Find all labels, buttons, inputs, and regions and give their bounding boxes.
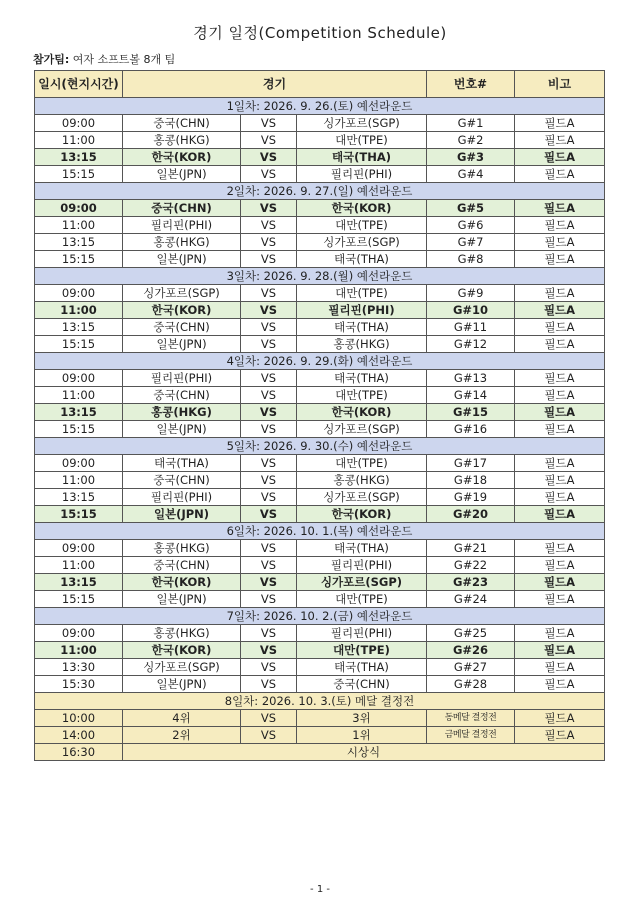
match-row (35, 115, 605, 132)
vs-label: VS (241, 166, 297, 183)
game-number: G#3 (427, 149, 515, 166)
page-title: 경기 일정(Competition Schedule) (193, 24, 447, 42)
match-note: 필드A (515, 727, 605, 744)
match-time: 11:00 (35, 472, 123, 489)
game-number: G#22 (427, 557, 515, 574)
match-note: 필드A (515, 149, 605, 166)
match-row (35, 319, 605, 336)
match-time: 15:15 (35, 421, 123, 438)
home-team: 중국(CHN) (123, 387, 241, 404)
vs-label: VS (241, 319, 297, 336)
away-team: 필리핀(PHI) (297, 557, 427, 574)
participants-label: 참가팀: (33, 53, 70, 66)
ceremony-row (35, 744, 605, 761)
match-note: 필드A (515, 506, 605, 523)
home-team: 중국(CHN) (123, 319, 241, 336)
match-time: 09:00 (35, 455, 123, 472)
home-team: 일본(JPN) (123, 166, 241, 183)
game-number: G#13 (427, 370, 515, 387)
vs-label: VS (241, 217, 297, 234)
home-team: 홍콩(HKG) (123, 540, 241, 557)
away-team: 1위 (297, 727, 427, 744)
away-team: 홍콩(HKG) (297, 336, 427, 353)
match-note: 필드A (515, 676, 605, 693)
away-team: 태국(THA) (297, 149, 427, 166)
schedule-table (34, 70, 605, 761)
match-time: 15:15 (35, 166, 123, 183)
home-team: 중국(CHN) (123, 115, 241, 132)
match-time: 14:00 (35, 727, 123, 744)
game-number: G#16 (427, 421, 515, 438)
away-team: 3위 (297, 710, 427, 727)
away-team: 중국(CHN) (297, 676, 427, 693)
match-time: 13:15 (35, 574, 123, 591)
home-team: 싱가포르(SGP) (123, 659, 241, 676)
game-number: G#18 (427, 472, 515, 489)
game-number: G#9 (427, 285, 515, 302)
home-team: 일본(JPN) (123, 421, 241, 438)
vs-label: VS (241, 115, 297, 132)
match-row (35, 421, 605, 438)
match-row (35, 642, 605, 659)
match-time: 09:00 (35, 285, 123, 302)
vs-label: VS (241, 251, 297, 268)
vs-label: VS (241, 285, 297, 302)
vs-label: VS (241, 574, 297, 591)
away-team: 싱가포르(SGP) (297, 421, 427, 438)
match-row (35, 285, 605, 302)
vs-label: VS (241, 557, 297, 574)
header-match: 경기 (123, 71, 427, 98)
home-team: 한국(KOR) (123, 574, 241, 591)
match-note: 필드A (515, 370, 605, 387)
away-team: 태국(THA) (297, 319, 427, 336)
game-number: G#12 (427, 336, 515, 353)
match-note: 필드A (515, 625, 605, 642)
vs-label: VS (241, 659, 297, 676)
vs-label: VS (241, 676, 297, 693)
header-game-number: 번호# (427, 71, 515, 98)
match-row (35, 727, 605, 744)
vs-label: VS (241, 200, 297, 217)
game-number: G#14 (427, 387, 515, 404)
vs-label: VS (241, 149, 297, 166)
match-time: 09:00 (35, 115, 123, 132)
game-number: G#1 (427, 115, 515, 132)
day-label: 7일차: 2026. 10. 2.(금) 예선라운드 (35, 608, 605, 625)
home-team: 홍콩(HKG) (123, 132, 241, 149)
match-time: 13:30 (35, 659, 123, 676)
home-team: 중국(CHN) (123, 472, 241, 489)
vs-label: VS (241, 132, 297, 149)
away-team: 홍콩(HKG) (297, 472, 427, 489)
home-team: 홍콩(HKG) (123, 625, 241, 642)
game-number: G#8 (427, 251, 515, 268)
match-row (35, 302, 605, 319)
game-number: G#5 (427, 200, 515, 217)
home-team: 태국(THA) (123, 455, 241, 472)
home-team: 4위 (123, 710, 241, 727)
match-row (35, 234, 605, 251)
game-number: G#19 (427, 489, 515, 506)
match-time: 09:00 (35, 370, 123, 387)
match-time: 11:00 (35, 557, 123, 574)
day-header-row (35, 523, 605, 540)
day-header-row (35, 353, 605, 370)
match-row (35, 404, 605, 421)
match-note: 필드A (515, 557, 605, 574)
match-note: 필드A (515, 336, 605, 353)
match-row (35, 710, 605, 727)
match-note: 필드A (515, 285, 605, 302)
home-team: 홍콩(HKG) (123, 404, 241, 421)
day-label: 5일차: 2026. 9. 30.(수) 예선라운드 (35, 438, 605, 455)
match-row (35, 217, 605, 234)
match-time: 13:15 (35, 319, 123, 336)
game-number: G#2 (427, 132, 515, 149)
match-note: 필드A (515, 217, 605, 234)
game-number: G#17 (427, 455, 515, 472)
header-row (35, 71, 605, 98)
away-team: 싱가포르(SGP) (297, 574, 427, 591)
match-time: 11:00 (35, 217, 123, 234)
vs-label: VS (241, 625, 297, 642)
match-time: 15:15 (35, 251, 123, 268)
away-team: 한국(KOR) (297, 404, 427, 421)
away-team: 한국(KOR) (297, 200, 427, 217)
away-team: 한국(KOR) (297, 506, 427, 523)
home-team: 필리핀(PHI) (123, 217, 241, 234)
away-team: 싱가포르(SGP) (297, 234, 427, 251)
match-time: 13:15 (35, 404, 123, 421)
vs-label: VS (241, 421, 297, 438)
game-number: G#6 (427, 217, 515, 234)
vs-label: VS (241, 489, 297, 506)
home-team: 일본(JPN) (123, 676, 241, 693)
match-row (35, 574, 605, 591)
match-row (35, 200, 605, 217)
match-note: 필드A (515, 489, 605, 506)
away-team: 태국(THA) (297, 540, 427, 557)
match-note: 필드A (515, 472, 605, 489)
vs-label: VS (241, 472, 297, 489)
away-team: 대만(TPE) (297, 387, 427, 404)
match-note: 필드A (515, 234, 605, 251)
away-team: 태국(THA) (297, 370, 427, 387)
home-team: 싱가포르(SGP) (123, 285, 241, 302)
match-time: 15:15 (35, 591, 123, 608)
home-team: 한국(KOR) (123, 149, 241, 166)
vs-label: VS (241, 387, 297, 404)
match-time: 11:00 (35, 302, 123, 319)
game-number: G#25 (427, 625, 515, 642)
day-header-row (35, 268, 605, 285)
game-number: 금메달 결정전 (427, 727, 515, 744)
match-note: 필드A (515, 642, 605, 659)
match-time: 10:00 (35, 710, 123, 727)
away-team: 필리핀(PHI) (297, 166, 427, 183)
away-team: 대만(TPE) (297, 132, 427, 149)
match-time: 11:00 (35, 387, 123, 404)
away-team: 태국(THA) (297, 251, 427, 268)
match-row (35, 557, 605, 574)
match-time: 15:30 (35, 676, 123, 693)
game-number: G#23 (427, 574, 515, 591)
vs-label: VS (241, 642, 297, 659)
match-note: 필드A (515, 132, 605, 149)
vs-label: VS (241, 455, 297, 472)
vs-label: VS (241, 234, 297, 251)
match-note: 필드A (515, 387, 605, 404)
home-team: 필리핀(PHI) (123, 489, 241, 506)
match-note: 필드A (515, 302, 605, 319)
home-team: 한국(KOR) (123, 302, 241, 319)
vs-label: VS (241, 302, 297, 319)
match-row (35, 166, 605, 183)
match-note: 필드A (515, 540, 605, 557)
home-team: 중국(CHN) (123, 557, 241, 574)
schedule-body (35, 98, 605, 761)
home-team: 일본(JPN) (123, 251, 241, 268)
away-team: 필리핀(PHI) (297, 302, 427, 319)
day-label: 1일차: 2026. 9. 26.(토) 예선라운드 (35, 98, 605, 115)
match-row (35, 625, 605, 642)
match-row (35, 387, 605, 404)
match-time: 15:15 (35, 506, 123, 523)
match-row (35, 506, 605, 523)
day-header-row (35, 183, 605, 200)
match-note: 필드A (515, 455, 605, 472)
match-note: 필드A (515, 710, 605, 727)
game-number: G#11 (427, 319, 515, 336)
match-row (35, 489, 605, 506)
match-time: 11:00 (35, 132, 123, 149)
day-header-row (35, 98, 605, 115)
away-team: 대만(TPE) (297, 285, 427, 302)
game-number: G#20 (427, 506, 515, 523)
game-number: 동메달 결정전 (427, 710, 515, 727)
match-row (35, 149, 605, 166)
game-number: G#15 (427, 404, 515, 421)
match-row (35, 591, 605, 608)
home-team: 필리핀(PHI) (123, 370, 241, 387)
vs-label: VS (241, 506, 297, 523)
ceremony-time: 16:30 (35, 744, 123, 761)
vs-label: VS (241, 540, 297, 557)
away-team: 대만(TPE) (297, 455, 427, 472)
home-team: 중국(CHN) (123, 200, 241, 217)
match-note: 필드A (515, 200, 605, 217)
day-label: 6일차: 2026. 10. 1.(목) 예선라운드 (35, 523, 605, 540)
match-note: 필드A (515, 574, 605, 591)
day-label: 8일차: 2026. 10. 3.(토) 메달 결정전 (35, 693, 605, 710)
day-header-row (35, 693, 605, 710)
vs-label: VS (241, 727, 297, 744)
match-row (35, 676, 605, 693)
participants-value: 여자 소프트볼 8개 팀 (69, 53, 176, 66)
game-number: G#28 (427, 676, 515, 693)
match-note: 필드A (515, 115, 605, 132)
game-number: G#4 (427, 166, 515, 183)
game-number: G#7 (427, 234, 515, 251)
home-team: 일본(JPN) (123, 591, 241, 608)
match-time: 09:00 (35, 625, 123, 642)
away-team: 싱가포르(SGP) (297, 115, 427, 132)
vs-label: VS (241, 591, 297, 608)
game-number: G#26 (427, 642, 515, 659)
away-team: 대만(TPE) (297, 642, 427, 659)
match-time: 09:00 (35, 540, 123, 557)
away-team: 태국(THA) (297, 659, 427, 676)
game-number: G#27 (427, 659, 515, 676)
vs-label: VS (241, 370, 297, 387)
vs-label: VS (241, 336, 297, 353)
header-note: 비고 (515, 71, 605, 98)
match-note: 필드A (515, 659, 605, 676)
header-datetime: 일시(현지시간) (35, 71, 123, 98)
match-note: 필드A (515, 591, 605, 608)
game-number: G#21 (427, 540, 515, 557)
match-row (35, 336, 605, 353)
home-team: 한국(KOR) (123, 642, 241, 659)
game-number: G#24 (427, 591, 515, 608)
day-header-row (35, 438, 605, 455)
match-row (35, 540, 605, 557)
match-time: 09:00 (35, 200, 123, 217)
match-row (35, 132, 605, 149)
match-note: 필드A (515, 319, 605, 336)
match-note: 필드A (515, 166, 605, 183)
away-team: 대만(TPE) (297, 591, 427, 608)
match-row (35, 659, 605, 676)
day-label: 3일차: 2026. 9. 28.(월) 예선라운드 (35, 268, 605, 285)
match-time: 15:15 (35, 336, 123, 353)
vs-label: VS (241, 710, 297, 727)
game-number: G#10 (427, 302, 515, 319)
match-time: 13:15 (35, 489, 123, 506)
match-note: 필드A (515, 404, 605, 421)
vs-label: VS (241, 404, 297, 421)
match-row (35, 370, 605, 387)
match-note: 필드A (515, 421, 605, 438)
ceremony-label: 시상식 (123, 744, 605, 761)
home-team: 일본(JPN) (123, 336, 241, 353)
day-label: 2일차: 2026. 9. 27.(일) 예선라운드 (35, 183, 605, 200)
match-row (35, 472, 605, 489)
match-row (35, 455, 605, 472)
match-note: 필드A (515, 251, 605, 268)
page-number: - 1 - (310, 884, 330, 895)
match-time: 13:15 (35, 149, 123, 166)
away-team: 필리핀(PHI) (297, 625, 427, 642)
match-time: 13:15 (35, 234, 123, 251)
day-header-row (35, 608, 605, 625)
day-label: 4일차: 2026. 9. 29.(화) 예선라운드 (35, 353, 605, 370)
match-row (35, 251, 605, 268)
match-time: 11:00 (35, 642, 123, 659)
away-team: 대만(TPE) (297, 217, 427, 234)
away-team: 싱가포르(SGP) (297, 489, 427, 506)
home-team: 홍콩(HKG) (123, 234, 241, 251)
participants-line (33, 51, 175, 67)
home-team: 2위 (123, 727, 241, 744)
home-team: 일본(JPN) (123, 506, 241, 523)
